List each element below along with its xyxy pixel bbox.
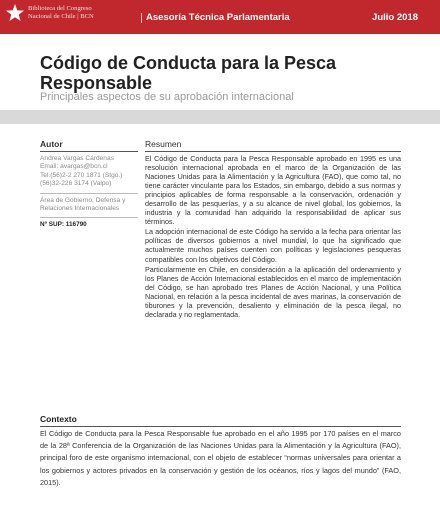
summary-paragraph: Particularmente en Chile, en consideración a la aplicación del ordenamiento y los Planes de Acción Internacional establecidos en el marco de implementación del Código, se han aprobado tres Planes de Acción Nacional, y una Política Nacional, en relación a la pesca incidental de aves marinas, la conservación de tiburones y la prevención, desaliento y eliminación de la pesca ilegal, no declarada y no reglamentada. — [145, 264, 401, 319]
divider — [40, 217, 138, 218]
author-area: Área de Gobierno, Defensa y — [40, 196, 126, 204]
publication-date: Julio 2018 — [372, 12, 418, 23]
summary-section — [145, 139, 401, 319]
context-heading: Contexto — [40, 414, 401, 427]
author-name: Andrea Vargas Cárdenas — [40, 155, 114, 162]
document-subtitle: Principales aspectos de su aprobación internacional — [40, 91, 294, 103]
context-paragraph: El Código de Conducta para la Pesca Responsable fue aprobado en el año 1995 por 170 países en el marco de la 28ª Conferencia de la Organización de las Naciones Unidas para la Alimentación y la Agricultura (FAO), principal foro de este organismo internacional, con el objeto de establecer “normas universales para orientar a los gobiernos y actores privados en la conservación y gestión de los océanos, ríos y lagos del mundo” (FAO, 2015). — [40, 429, 401, 487]
author-email[interactable]: Email: avargas@bcn.cl — [40, 163, 108, 171]
header-divider — [141, 13, 142, 23]
author-area: Relaciones Internacionales — [40, 205, 120, 213]
star-logo-icon — [4, 2, 26, 24]
header-bar — [0, 0, 440, 34]
document-title: Código de Conducta para la Pesca Responsable — [40, 53, 337, 93]
author-phone: (56)32-226 3174 (Valpo) — [40, 180, 112, 188]
author-box — [40, 139, 138, 228]
author-heading: Autor — [40, 139, 138, 152]
library-line: Nacional de Chile | BCN — [28, 13, 94, 20]
summary-paragraph: La adopción internacional de este Código ha servido a la fecha para orientar las políticas de diversos gobiernos a nivel mundial, lo que ha significado que actualmente muchos países cuenten con políticas y legislaciones pesqueras compatibles con los objetivos del Código. — [145, 227, 401, 264]
sup-number: Nº SUP: 116790 — [40, 221, 87, 229]
divider — [40, 193, 138, 194]
library-line: Biblioteca del Congreso — [28, 5, 92, 12]
summary-heading: Resumen — [145, 139, 401, 152]
gray-band — [0, 110, 440, 124]
section-name: Asesoría Técnica Parlamentaria — [146, 12, 290, 23]
library-name — [28, 5, 94, 21]
author-phone: Tel.(56)2-2 270 1871 (Stgo.) — [40, 171, 123, 179]
summary-paragraph: El Código de Conducta para la Pesca Responsable aprobado en 1995 es una resolución internacional aprobada en el marco de la Organización de las Naciones Unidas para la Alimentación y la Agricultura (FAO), que como tal, no tiene carácter vinculante para los Estados, sin embargo, debido a sus normas y principios aplicables de forma responsable a la conservación, ordenación y desarrollo de las pesquerías, y a su alcance de nivel global, los gobiernos, la industria y la comunidad han adquirido la responsabilidad de aplicar sus términos. — [145, 154, 401, 227]
